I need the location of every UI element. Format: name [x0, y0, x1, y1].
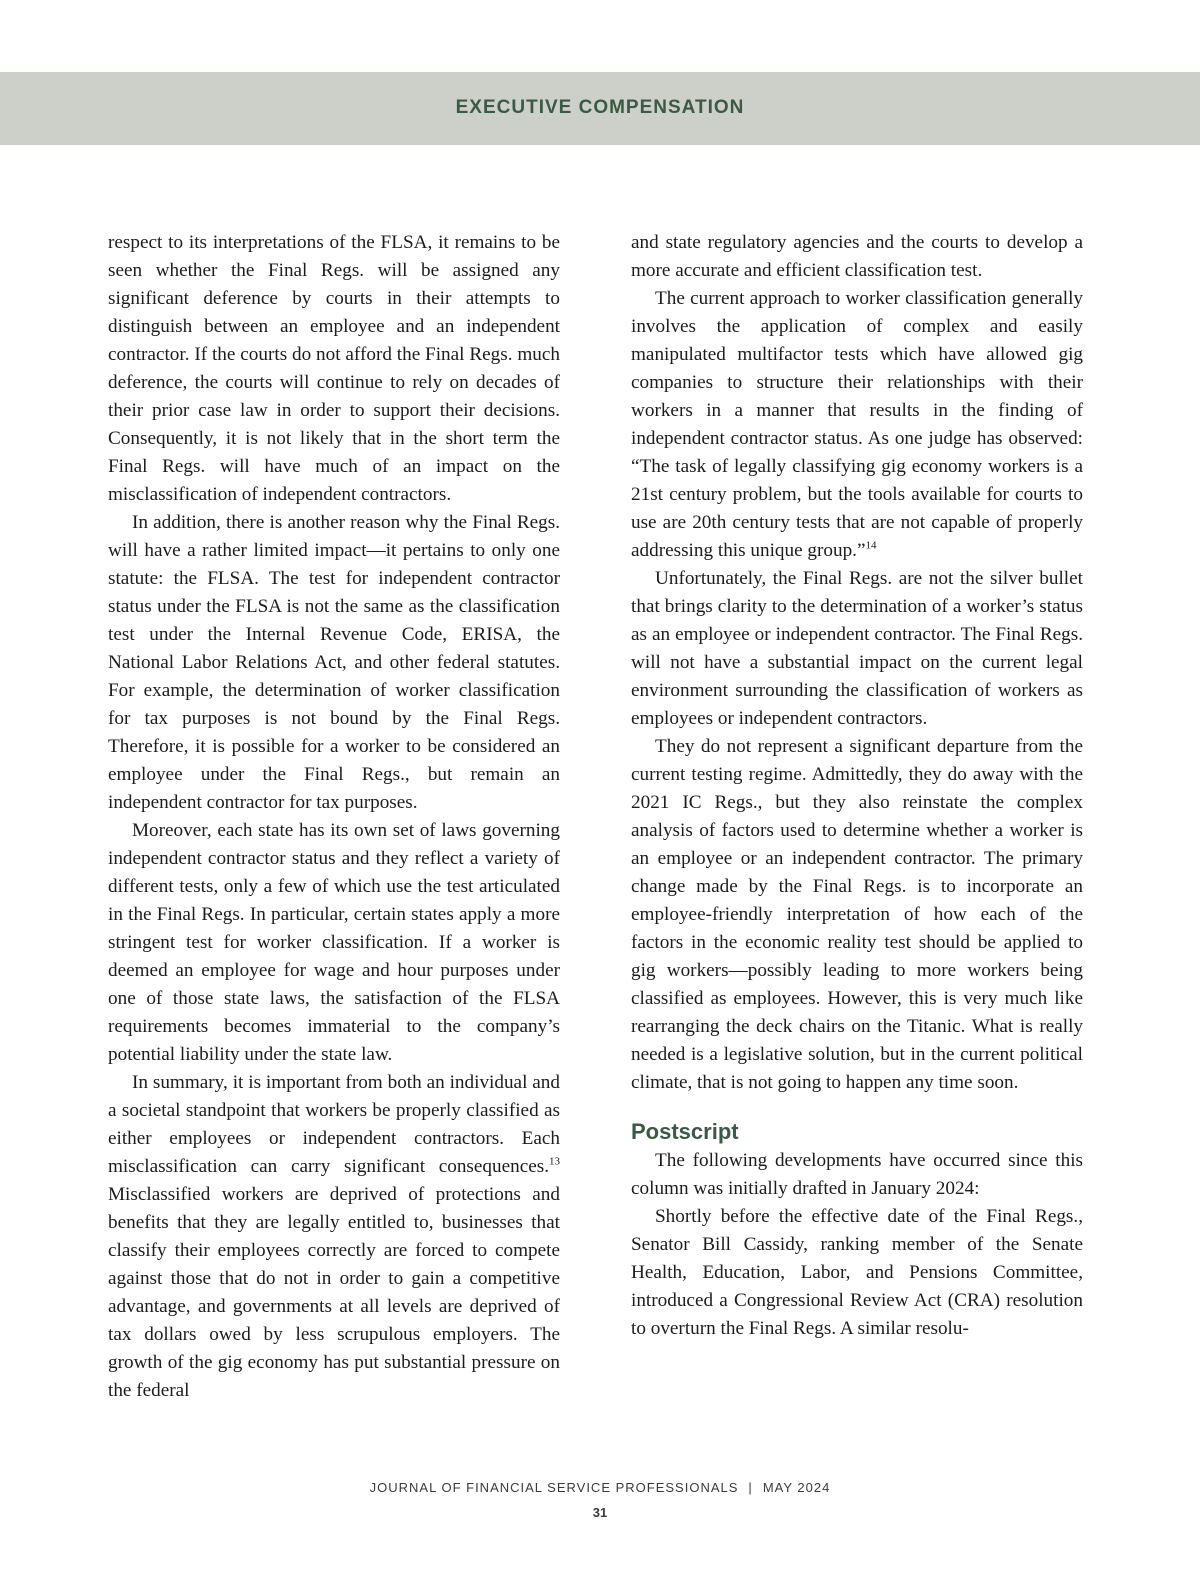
footer-journal-line — [0, 1480, 1200, 1495]
issue-date: MAY 2024 — [762, 1480, 831, 1495]
paragraph-with-footnote — [108, 1069, 560, 1405]
paragraph: The following developments have occurred since this column was initially drafted in January 2024: — [631, 1150, 1083, 1199]
paragraph-text: In summary, it is important from both an individual and a societal standpoint that workers be properly classified as either employees or independent contractors. Each misclassification can carry significant consequences. — [108, 1072, 560, 1177]
paragraph: Shortly before the effective date of the Final Regs., Senator Bill Cassidy, ranking member of the Senate Health, Education, Labor, and Pensions Committee, introduced a Congressional Review Act (CRA) resolution to overturn the Final Regs. A similar resolu- — [631, 1206, 1083, 1339]
page-number: 31 — [592, 1505, 608, 1520]
paragraph-text: Misclassified workers are deprived of protections and benefits that they are legally entitled to, businesses that classify their employees correctly are forced to compete against those that do not in order to gain a competitive advantage, and governments at all levels are deprived of tax dollars owed by less scrupulous employers. The growth of the gig economy has put substantial pressure on the federal — [108, 1184, 560, 1401]
section-title: EXECUTIVE COMPENSATION — [455, 97, 745, 118]
paragraph: Unfortunately, the Final Regs. are not the silver bullet that brings clarity to the determination of a worker’s status as an employee or independent contractor. The Final Regs. will not have a substantial impact on the current legal environment surrounding the classification of workers as employees or independent contractors. — [631, 568, 1083, 729]
paragraph: Moreover, each state has its own set of laws governing independent contractor status and they reflect a variety of different tests, only a few of which use the test articulated in the Final Regs. In particular, certain states apply a more stringent test for worker classification. If a worker is deemed an employee for wage and hour purposes under one of those state laws, the satisfaction of the FLSA requirements becomes immaterial to the company’s potential liability under the state law. — [108, 820, 560, 1065]
right-column — [631, 229, 1083, 1343]
paragraph: respect to its interpretations of the FLSA, it remains to be seen whether the Final Regs. will be assigned any significant deference by courts in their attempts to distinguish between an employee and an independent contractor. If the courts do not afford the Final Regs. much deference, the courts will continue to rely on decades of their prior case law in order to support their decisions. Consequently, it is not likely that in the short term the Final Regs. will have much of an impact on the misclassification of independent contractors. — [108, 232, 560, 505]
footnote-ref-13: 13 — [549, 1155, 560, 1168]
footnote-ref-14: 14 — [865, 539, 877, 552]
paragraph: They do not represent a significant departure from the current testing regime. Admittedly, they do away with the 2021 IC Regs., but they also reinstate the complex analysis of factors used to determine whether a worker is an employee or an independent contractor. The primary change made by the Final Regs. is to incorporate an employee-friendly interpretation of how each of the factors in the economic reality test should be applied to gig workers—possibly leading to more workers being classified as employees. However, this is very much like rearranging the deck chairs on the Titanic. What is really needed is a legislative solution, but in the current political climate, that is not going to happen any time soon. — [631, 736, 1083, 1093]
postscript-heading: Postscript — [631, 1119, 739, 1144]
footer-separator: | — [748, 1480, 753, 1495]
paragraph-text: The current approach to worker classification generally involves the application of complex and easily manipulated multifactor tests which have allowed gig companies to structure their relationships with their workers in a manner that results in the finding of independent contractor status. As one judge has observed: “The task of legally classifying gig economy workers is a 21st century problem, but the tools available for courts to use are 20th century tests that are not capable of properly addressing this unique group.” — [631, 288, 1083, 561]
paragraph-with-footnote — [631, 285, 1083, 565]
journal-name: JOURNAL OF FINANCIAL SERVICE PROFESSIONALS — [369, 1480, 739, 1495]
left-column — [108, 229, 560, 1405]
paragraph: and state regulatory agencies and the courts to develop a more accurate and efficient classification test. — [631, 232, 1083, 281]
paragraph: In addition, there is another reason why the Final Regs. will have a rather limited impact—it pertains to only one statute: the FLSA. The test for independent contractor status under the FLSA is not the same as the classification test under the Internal Revenue Code, ERISA, the National Labor Relations Act, and other federal statutes. For example, the determination of worker classification for tax purposes is not bound by the Final Regs. Therefore, it is possible for a worker to be considered an employee under the Final Regs., but remain an independent contractor for tax purposes. — [108, 512, 560, 813]
